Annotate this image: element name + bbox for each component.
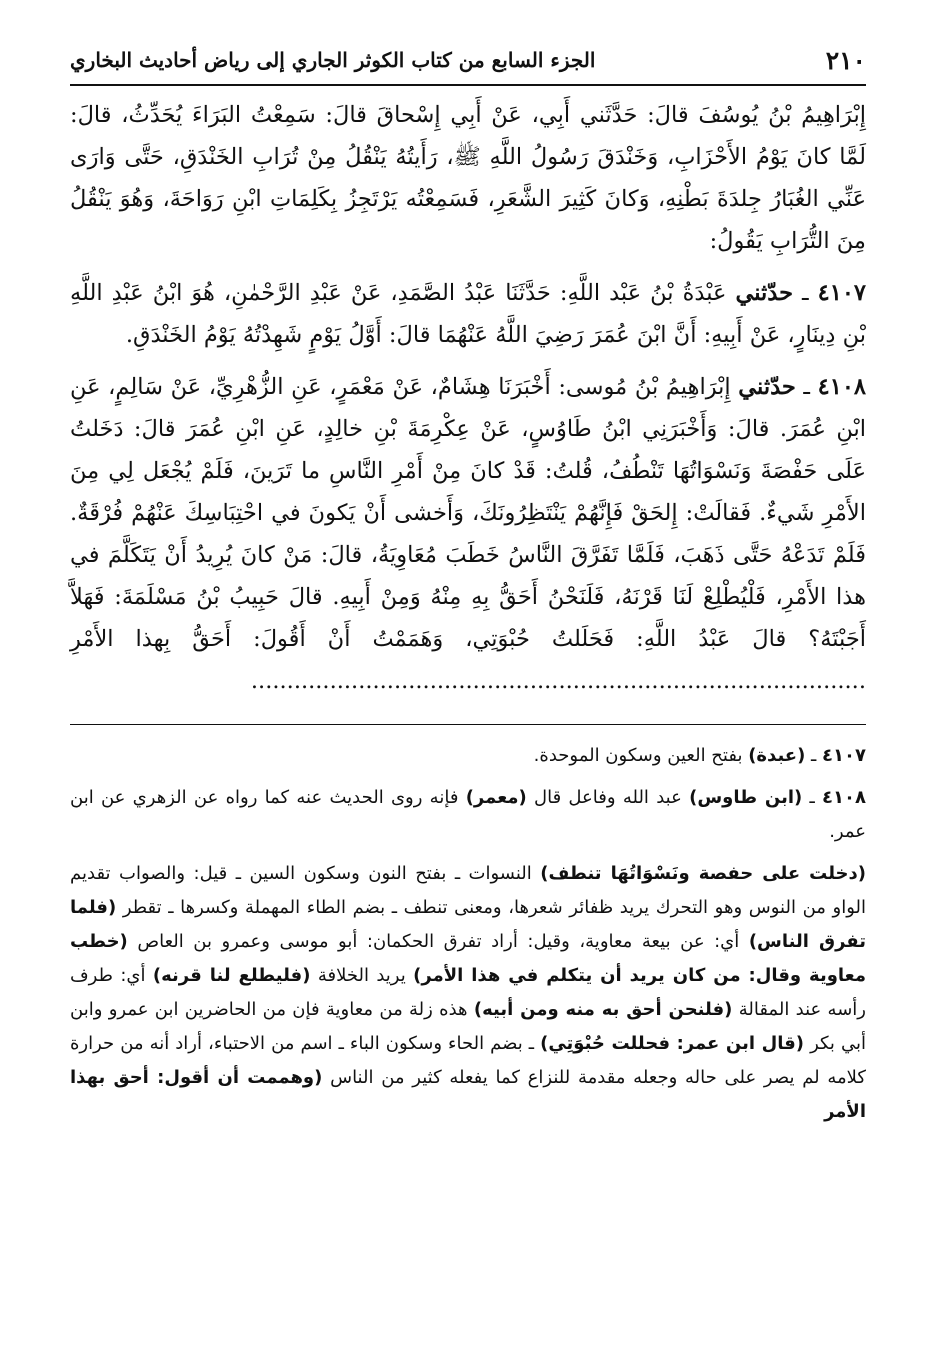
note-term: (فلنحن أحق به منه ومن أبيه) bbox=[473, 999, 733, 1020]
hadith-number: ٤١٠٧ bbox=[817, 280, 867, 306]
note-text: أي: عن بيعة معاوية، وقيل: أراد تفرق الحكمان: أبو موسى وعمرو بن العاص bbox=[137, 931, 740, 952]
note-text: هذه زلة من معاوية فإن من الحاضرين ابن عمرو وابن أبي بكر bbox=[70, 999, 866, 1054]
note-term: (معمر) bbox=[465, 787, 527, 808]
page-number: ٢١٠ bbox=[825, 46, 866, 75]
running-title: الجزء السابع من كتاب الكوثر الجاري إلى رياض أحاديث البخاري bbox=[70, 48, 596, 72]
continuation-dots: ...................................................................................... bbox=[250, 668, 866, 694]
note-term: (فلما تفرق الناس) bbox=[70, 897, 866, 952]
hadith-number: ٤١٠٨ bbox=[817, 374, 866, 400]
note-term: (دخلت على حفصة ونَسْوَاتُهَا تنطف) bbox=[540, 863, 866, 884]
note-text: أي: طرف رأسه عند المقالة bbox=[70, 965, 866, 1020]
hadith-text: إِبْرَاهِيمُ بْنُ مُوسى: أَخْبَرَنَا هِشَامٌ، عَنْ مَعْمَرٍ، عَنِ الزُّهْرِيِّ، عَنْ سَالِمٍ، عَنِ ابْنِ عُمَرَ. قالَ: وَأَخْبَرَنِي ابْنُ طَاوُسٍ، عَنْ عِكْرِمَةَ بْنِ خالِدٍ، عَنِ ابْنِ عُمَرَ قالَ: دَخَلتُ عَلَى حَفْصَةَ وَنَسْوَاتُهَا تَنْطُفُ، قُلتُ: قَدْ كانَ مِنْ أَمْرِ النَّاسِ ما تَرَينَ، فَلَمْ يُجْعَل لِي مِنَ الأَمْرِ شَيءٌ. فَقالَتْ: إِلحَقْ فَإِنَّهُمْ يَنْتَظِرُونَكَ، وَأَخشى أَنْ يَكونَ في احْتِبَاسِكَ عَنْهُمْ فُرْقَةٌ. فَلَمْ تَدَعْهُ حَتَّى ذَهَبَ، فَلَمَّا تَفَرَّقَ النَّاسُ خَطَبَ مُعَاوِيَةُ، قالَ: مَنْ كانَ يُرِيدُ أَنْ يَتَكَلَّمَ في هذا الأَمْرِ، فَلْيُطْلِعْ لَنَا قَرْنَهُ، فَلَنَحْنُ أَحَقُّ بِهِ مِنْهُ وَمِنْ أَبِيهِ. قالَ حَبِيبُ بْنُ مَسْلَمَةَ: فَهَلاَّ أَجَبْتَهُ؟ قالَ عَبْدُ اللَّهِ: فَحَلَلتُ حُبْوَتِي، وَهَمَمْتُ أَنْ أَقُولَ: أَحَقُّ بِهذا الأَمْرِ bbox=[70, 374, 866, 652]
note-text: النسوات ـ بفتح النون وسكون السين ـ قيل: والصواب تقديم الواو من النوس وهو التحرك يريد ظفائر شعرها، ومعنى تنطف ـ بضم الطاء المهملة وكسرها ـ تقطر bbox=[70, 863, 866, 918]
note-explanation bbox=[70, 857, 866, 1129]
note-number: ٤١٠٧ bbox=[822, 745, 866, 766]
note-term: (ابن طاوس) bbox=[689, 787, 803, 808]
note-text: عبد الله وفاعل قال bbox=[534, 787, 682, 808]
commentary bbox=[70, 739, 866, 1129]
note-term: (وهممت أن أقول: أحق بهذا الأمر bbox=[70, 1067, 866, 1122]
note-text: بفتح العين وسكون الموحدة. bbox=[533, 745, 743, 766]
note-term: (قال ابن عمر: فحللت حُبْوَتِي) bbox=[540, 1033, 805, 1054]
hadith-text: عَبْدَةُ بْنُ عَبْد اللَّهِ: حَدَّثَنَا عَبْدُ الصَّمَدِ، عَنْ عَبْدِ الرَّحْمٰنِ، هُوَ ابْنُ عَبْدِ اللَّهِ بْنِ دِينَارٍ، عَنْ أَبِيهِ: أَنَّ ابْنَ عُمَرَ رَضِيَ اللَّهُ عَنْهُمَا قالَ: أَوَّلُ يَوْمٍ شَهِدْتُهُ يَوْمُ الخَنْدَقِ. bbox=[70, 280, 866, 348]
page-header bbox=[70, 40, 866, 86]
note-text: فإنه روى الحديث عنه كما رواه عن الزهري عن ابن عمر. bbox=[70, 787, 866, 842]
hadith-4108: ٤١٠٨ ـ حدّثني إِبْرَاهِيمُ بْنُ مُوسى: أَخْبَرَنَا هِشَامٌ، عَنْ مَعْمَرٍ، عَنِ الزُّهْرِيِّ، عَنْ سَالِمٍ، عَنِ ابْنِ عُمَرَ. قالَ: وَأَخْبَرَنِي ابْنُ طَاوُسٍ، عَنْ عِكْرِمَةَ بْنِ خالِدٍ، عَنِ ابْنِ عُمَرَ قالَ: دَخَلتُ عَلَى حَفْصَةَ وَنَسْوَاتُهَا تَنْطُفُ، قُلتُ: قَدْ كانَ مِنْ أَمْرِ النَّاسِ ما تَرَينَ، فَلَمْ يُجْعَل لِي مِنَ الأَمْرِ شَيءٌ. فَقالَتْ: إِلحَقْ فَإِنَّهُمْ يَنْتَظِرُونَكَ، وَأَخشى أَنْ يَكونَ في احْتِبَاسِكَ عَنْهُمْ فُرْقَةٌ. فَلَمْ تَدَعْهُ حَتَّى ذَهَبَ، فَلَمَّا تَفَرَّقَ النَّاسُ خَطَبَ مُعَاوِيَةُ، قالَ: مَنْ كانَ يُرِيدُ أَنْ يَتَكَلَّمَ في هذا الأَمْرِ، فَلْيُطْلِعْ لَنَا قَرْنَهُ، فَلَنَحْنُ أَحَقُّ بِهِ مِنْهُ وَمِنْ أَبِيهِ. قالَ حَبِيبُ بْنُ مَسْلَمَةَ: فَهَلاَّ أَجَبْتَهُ؟ قالَ عَبْدُ اللَّهِ: فَحَلَلتُ حُبْوَتِي، وَهَمَمْتُ أَنْ أَقُولَ: أَحَقُّ بِهذا الأَمْرِ ...................................................................................... bbox=[70, 374, 866, 694]
book-page bbox=[70, 40, 866, 1340]
note-term: (عبدة) bbox=[748, 745, 806, 766]
hadith-4107: ٤١٠٧ ـ حدّثني عَبْدَةُ بْنُ عَبْد اللَّهِ: حَدَّثَنَا عَبْدُ الصَّمَدِ، عَنْ عَبْدِ الرَّحْمٰنِ، هُوَ ابْنُ عَبْدِ اللَّهِ بْنِ دِينَارٍ، عَنْ أَبِيهِ: أَنَّ ابْنَ عُمَرَ رَضِيَ اللَّهُ عَنْهُمَا قالَ: أَوَّلُ يَوْمٍ شَهِدْتُهُ يَوْمُ الخَنْدَقِ. bbox=[70, 280, 867, 348]
note-4107: ٤١٠٧ ـ (عبدة) بفتح العين وسكون الموحدة. bbox=[533, 745, 866, 766]
hadith-lead: حدّثني bbox=[735, 280, 793, 306]
note-term: (خطب معاوية وقال: من كان يريد أن يتكلم في هذا الأمر) bbox=[70, 931, 866, 986]
hadith-body bbox=[70, 94, 866, 702]
note-number: ٤١٠٨ bbox=[822, 787, 866, 808]
note-4108: ٤١٠٨ ـ (ابن طاوس) عبد الله وفاعل قال (معمر) فإنه روى الحديث عنه كما رواه عن الزهري عن ابن عمر. bbox=[70, 787, 866, 842]
hadith-continuation: إِبْرَاهِيمُ بْنُ يُوسُفَ قالَ: حَدَّثَني أَبِي، عَنْ أَبِي إِسْحاقَ قالَ: سَمِعْتُ البَرَاءَ يُحَدِّثُ، قالَ: لَمَّا كانَ يَوْمُ الأَحْزَابِ، وَخَنْدَقَ رَسُولُ اللَّهِ ﷺ، رَأَيتُهُ يَنْقُلُ مِنْ تُرَابِ الخَنْدَقِ، حَتَّى وَارَى عَنِّي الغُبَارُ جِلدَةَ بَطْنِهِ، وَكانَ كَثِيرَ الشَّعَرِ، فَسَمِعْتُه يَرْتَجِزُ بِكَلِمَاتِ ابْنِ رَوَاحَةَ، وَهُوَ يَنْقُلُ مِنَ التُّرَابِ يَقُولُ: bbox=[70, 102, 866, 254]
hadith-lead: حدّثني bbox=[738, 374, 796, 400]
note-text: ـ بضم الحاء وسكون الباء ـ اسم من الاحتباء، أراد أنه من حرارة كلامه لم يصر على حاله وجعله مقدمة للنزاع كما يفعله كثير من الناس bbox=[70, 1033, 866, 1088]
note-term: (فليطلع لنا قرنه) bbox=[152, 965, 311, 986]
footnote-separator bbox=[70, 724, 866, 725]
note-text: يريد الخلافة bbox=[317, 965, 406, 986]
